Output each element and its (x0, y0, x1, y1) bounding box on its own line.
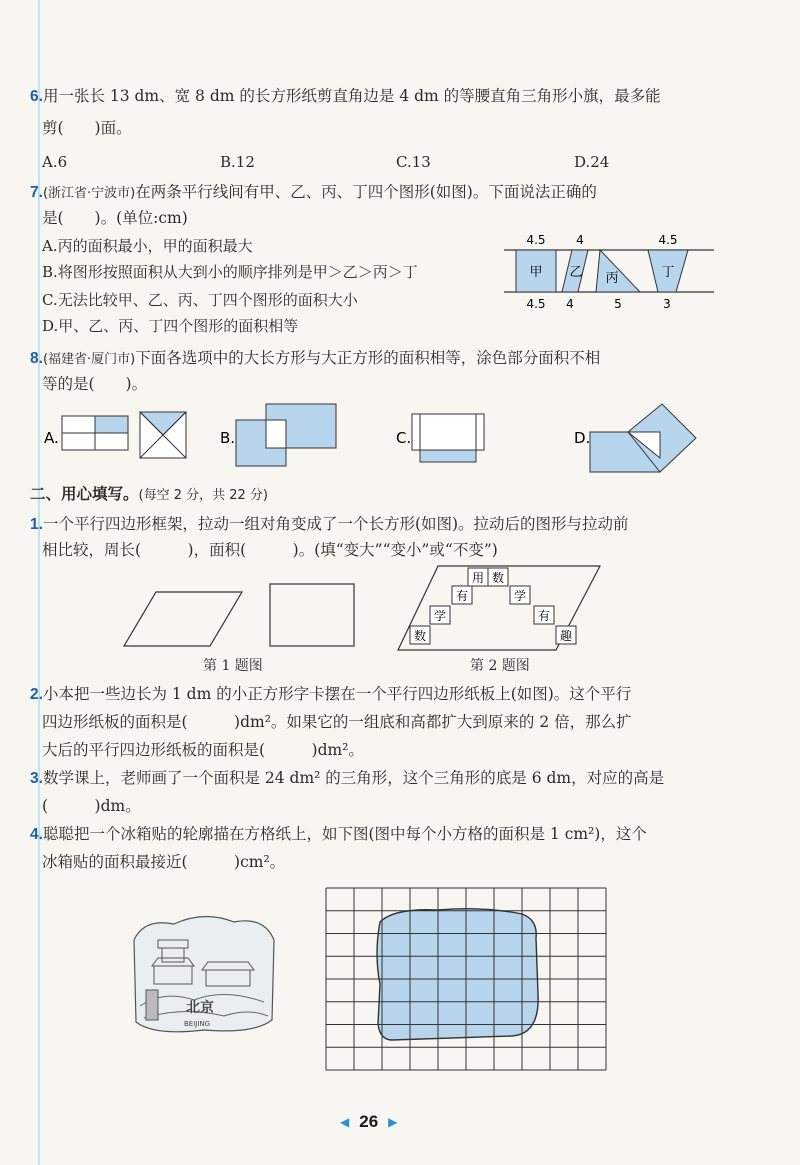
card-text: 数 (413, 629, 427, 643)
question-text: 一个平行四边形框架，拉动一组对角变成了一个长方形(如图)。拉动后的图形与拉动前 (42, 515, 629, 533)
option-b-label: B. (220, 429, 236, 447)
fill-question-3 (30, 768, 664, 789)
bottom-label: 4 (566, 297, 574, 311)
bottom-label: 4.5 (526, 297, 546, 311)
section-title: 二、用心填写。 (30, 485, 139, 503)
question-number: 1. (30, 516, 43, 533)
question-number: 6. (30, 88, 43, 105)
rectangle-frame (270, 584, 354, 646)
option-d-label: D. (574, 429, 591, 447)
question-8 (30, 348, 600, 370)
bottom-label: 3 (663, 297, 671, 311)
option-c-label: C. (396, 429, 412, 447)
shape-label: 甲 (529, 265, 543, 280)
question-text: 聪聪把一个冰箱贴的轮廓描在方格纸上，如下图(图中每个小方格的面积是 1 cm²)，这个 (42, 825, 647, 843)
card-text: 学 (513, 589, 527, 603)
top-label: 4 (576, 233, 584, 247)
fill-question-4 (30, 824, 647, 845)
option-c[interactable]: C.无法比较甲、乙、丙、丁四个图形的面积大小 (42, 291, 358, 309)
question-number: 4. (30, 826, 43, 843)
question-number: 7. (30, 184, 43, 201)
question-text: 下面各选项中的大长方形与大正方形的面积相等，涂色部分面积不相 (135, 349, 601, 367)
question-text: 数学课上，老师画了一个面积是 24 dm² 的三角形，这个三角形的底是 6 dm，对应的高是 (42, 769, 665, 787)
option-b[interactable]: B.将图形按照面积从大到小的顺序排列是甲＞乙＞丙＞丁 (42, 263, 418, 281)
option-d[interactable]: D.24 (574, 153, 610, 171)
option-c[interactable]: C.13 (396, 153, 431, 171)
option-b-overlap (266, 420, 286, 448)
question-6 (30, 86, 661, 107)
option-a[interactable]: A.丙的面积最小，甲的面积最大 (42, 237, 253, 255)
question-number: 3. (30, 770, 43, 787)
figure-2-caption: 第 2 题图 (470, 658, 530, 674)
magnet-outline-shape (377, 909, 538, 1040)
prev-page-icon[interactable]: ◀ (340, 1115, 350, 1129)
card-text: 数 (491, 571, 505, 585)
fill-question-1-line2[interactable]: 相比较，周长( )，面积( )。(填“变大”“变小”或“不变”) (42, 541, 498, 559)
shape-label: 乙 (569, 265, 583, 280)
question-7-line2: 是( )。(单位:cm) (42, 209, 188, 227)
grid-paper (322, 884, 612, 1074)
card-text: 用 (471, 571, 485, 585)
shape-label: 丁 (661, 265, 675, 280)
bottom-label: 5 (614, 297, 622, 311)
q8-options-figure (30, 400, 770, 480)
question-number: 2. (30, 686, 43, 703)
question-6-line2: 剪( )面。 (42, 119, 132, 137)
card-text: 有 (455, 589, 469, 603)
next-page-icon[interactable]: ▶ (388, 1115, 398, 1129)
fill-question-3-line2[interactable]: ( )dm。 (42, 797, 141, 815)
fill-question-2 (30, 684, 631, 705)
margin-line (38, 0, 40, 1165)
question-text: 在两条平行线间有甲、乙、丙、丁四个图形(如图)。下面说法正确的 (135, 183, 597, 201)
question-7 (30, 182, 597, 204)
question-text: 小本把一些边长为 1 dm 的小正方形字卡摆在一个平行四边形纸板上(如图)。这个平行 (42, 685, 632, 703)
option-a-label: A. (44, 429, 59, 447)
option-a-shaded (95, 416, 128, 433)
magnet-text: 北京 (186, 1000, 214, 1016)
option-a[interactable]: A.6 (42, 153, 68, 171)
card-text: 学 (433, 609, 447, 623)
section-note: (每空 2 分，共 22 分) (138, 488, 269, 503)
page-footer (340, 1112, 397, 1132)
card-text: 趣 (559, 629, 573, 643)
question-text: 用一张长 13 dm、宽 8 dm 的长方形纸剪直角边是 4 dm 的等腰直角三角形小旗，最多能 (42, 87, 661, 105)
question-8-line2: 等的是( )。 (42, 375, 148, 393)
question-source: (福建省·厦门市) (42, 352, 136, 367)
page-number: 26 (359, 1112, 379, 1131)
figure-1-caption: 第 1 题图 (203, 658, 263, 674)
top-label: 4.5 (658, 233, 678, 247)
question-number: 8. (30, 350, 43, 367)
parallelogram-frame (124, 592, 242, 646)
top-label: 4.5 (526, 233, 546, 247)
option-c-rectangle (412, 414, 484, 450)
magnet-subtext: BEIJING (184, 1020, 211, 1028)
option-b[interactable]: B.12 (220, 153, 255, 171)
fill-question-2-line2[interactable]: 四边形纸板的面积是( )dm²。如果它的一组底和高都扩大到原来的 2 倍，那么扩 (42, 713, 632, 731)
q7-shapes-figure (500, 228, 720, 314)
shape-label: 丙 (605, 271, 619, 286)
question-source: (浙江省·宁波市) (42, 186, 136, 201)
fill-question-2-line3[interactable]: 大后的平行四边形纸板的面积是( )dm²。 (42, 741, 364, 759)
card-text: 有 (537, 609, 551, 623)
fill-question-1 (30, 514, 629, 535)
option-d[interactable]: D.甲、乙、丙、丁四个图形的面积相等 (42, 317, 299, 335)
fridge-magnet-illustration (124, 910, 284, 1040)
grid-lines (326, 888, 606, 1070)
fill-question-4-line2[interactable]: 冰箱贴的面积最接近( )cm²。 (42, 853, 286, 871)
section-2-heading (30, 484, 268, 506)
